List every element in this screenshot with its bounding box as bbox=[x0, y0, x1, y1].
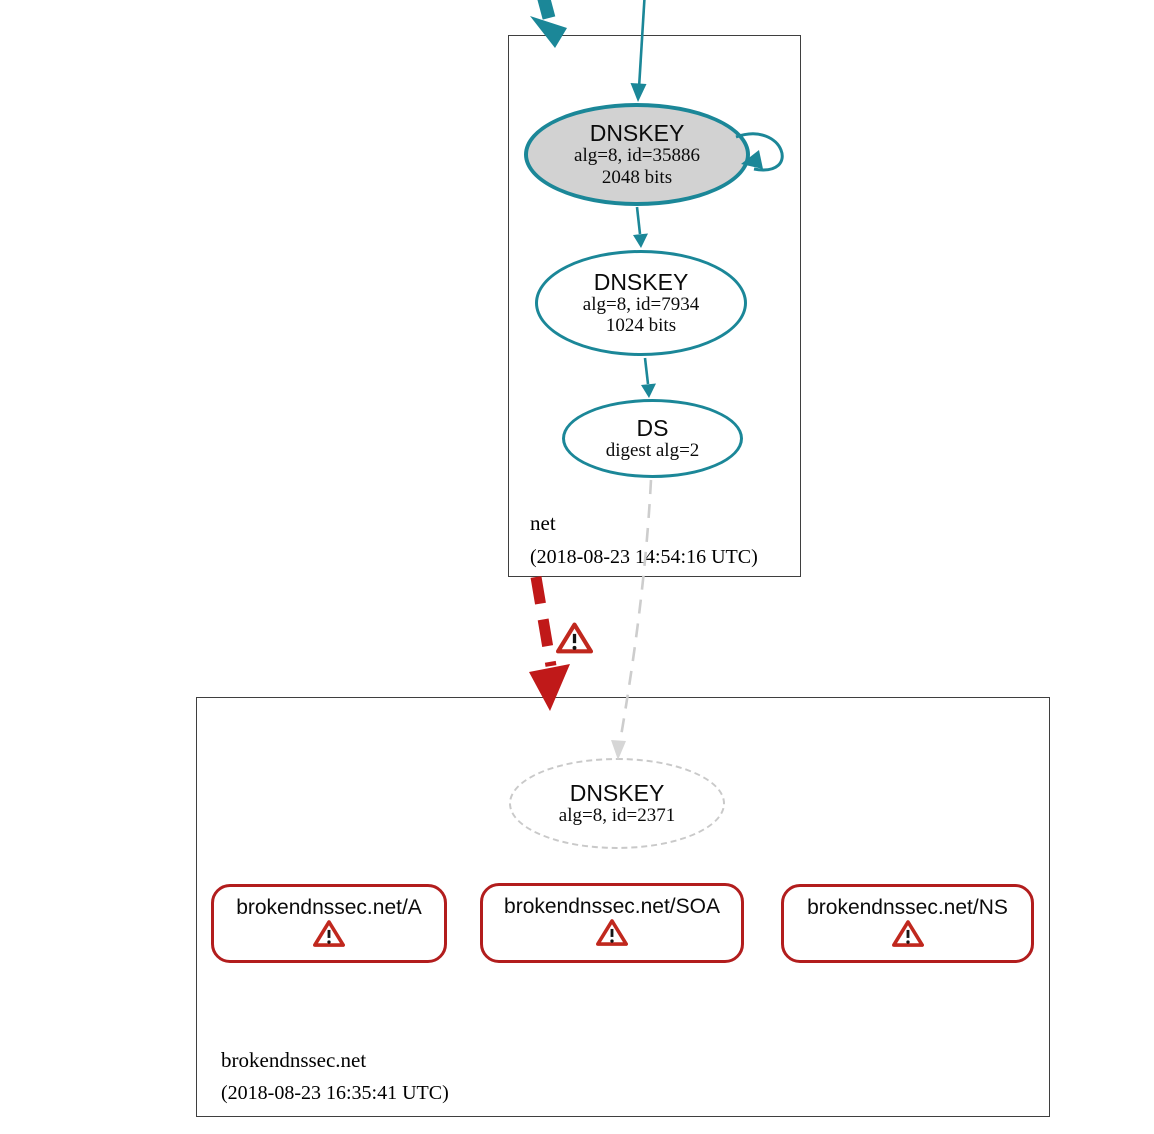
rrset-label: brokendnssec.net/A bbox=[236, 896, 422, 919]
node-bits-label: 2048 bits bbox=[601, 166, 673, 188]
zone-timestamp-net: (2018-08-23 14:54:16 UTC) bbox=[530, 546, 758, 568]
node-algid-label: alg=8, id=7934 bbox=[582, 293, 700, 315]
node-bits-label: 1024 bits bbox=[605, 315, 677, 337]
rrset-node-ns[interactable] bbox=[781, 884, 1034, 963]
rrset-node-soa[interactable] bbox=[480, 883, 744, 963]
node-algid-label: alg=8, id=2371 bbox=[558, 804, 676, 826]
node-type-label: DS bbox=[636, 414, 669, 441]
zone-label-net: net bbox=[530, 511, 556, 535]
node-type-label: DNSKEY bbox=[589, 120, 685, 147]
net-zsk-dnskey-node[interactable] bbox=[535, 250, 747, 356]
warning-icon bbox=[556, 621, 593, 655]
broken-dnskey-node[interactable] bbox=[509, 758, 725, 849]
rrset-label: brokendnssec.net/NS bbox=[807, 896, 1008, 919]
warning-icon bbox=[892, 919, 924, 948]
net-ksk-dnskey-node[interactable] bbox=[524, 103, 750, 206]
zone-timestamp-brokendnssec-net: (2018-08-23 16:35:41 UTC) bbox=[221, 1082, 449, 1104]
warning-icon bbox=[596, 918, 628, 947]
rrset-node-a[interactable] bbox=[211, 884, 447, 963]
node-type-label: DNSKEY bbox=[593, 268, 689, 295]
node-algid-label: alg=8, id=35886 bbox=[574, 145, 700, 167]
node-algid-label: digest alg=2 bbox=[605, 439, 700, 461]
node-type-label: DNSKEY bbox=[569, 779, 665, 806]
warning-icon bbox=[313, 919, 345, 948]
zone-label-brokendnssec-net: brokendnssec.net bbox=[221, 1048, 367, 1072]
rrset-label: brokendnssec.net/SOA bbox=[504, 895, 720, 918]
net-ds-node[interactable] bbox=[562, 399, 743, 478]
